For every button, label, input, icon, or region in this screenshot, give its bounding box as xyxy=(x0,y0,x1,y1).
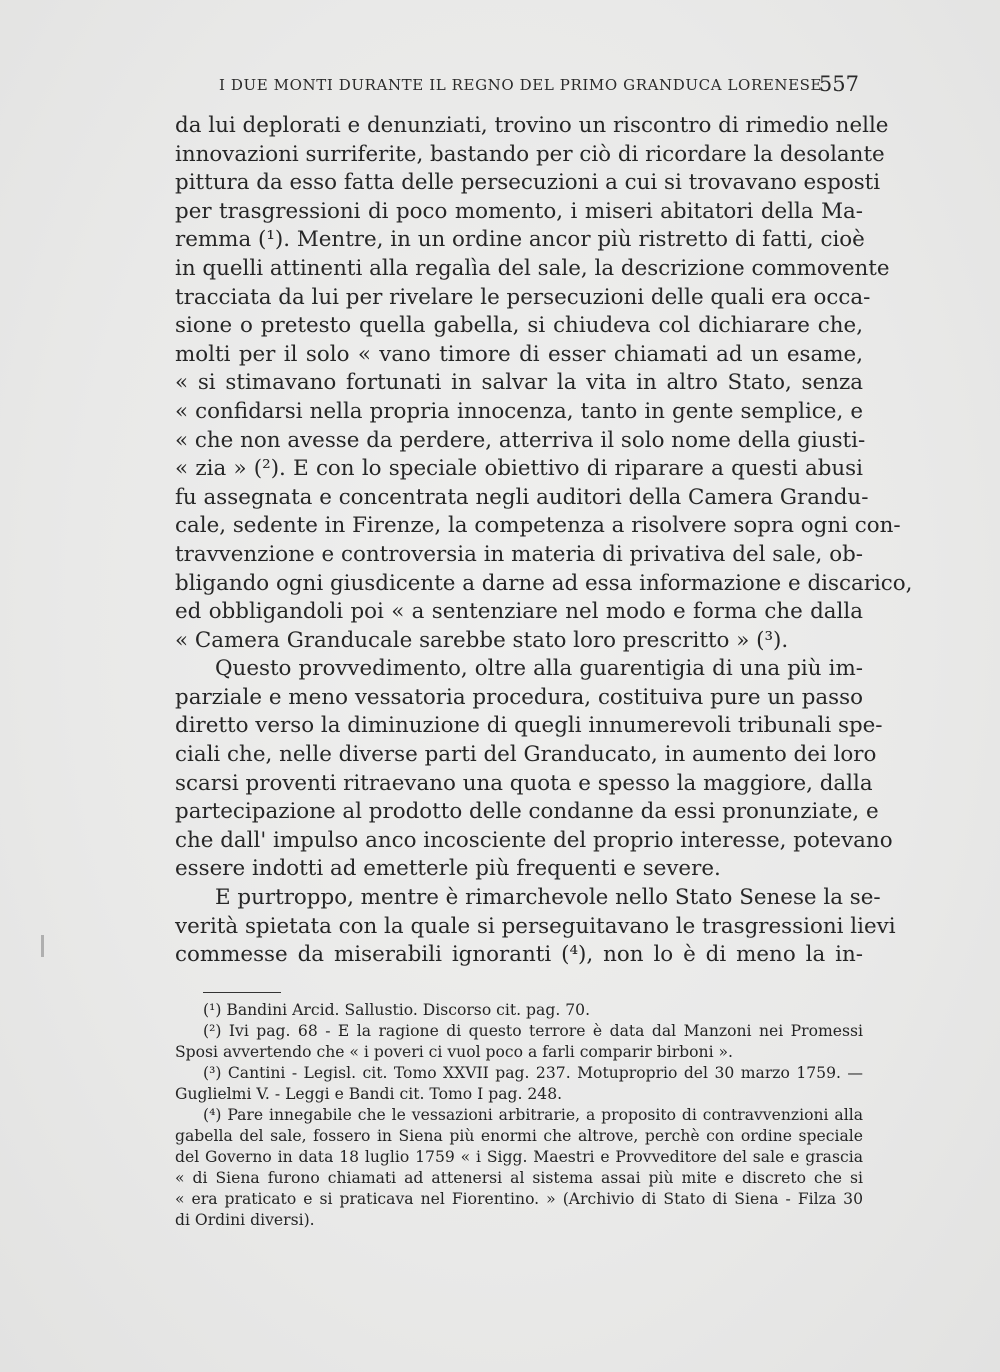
text-line: verità spietata con la quale si perseguitavano le trasgressioni lievi xyxy=(175,913,896,939)
text-line: ciali che, nelle diverse parti del Granducato, in aumento dei loro xyxy=(175,742,877,768)
footnote-line: « di Siena furono chiamati ad attenersi al sistema assai più mite e discreto che si xyxy=(175,1169,863,1187)
running-header xyxy=(219,72,859,96)
text-line: innovazioni surriferite, bastando per ciò di ricordare la desolante xyxy=(175,141,885,167)
text-line: « si stimavano fortunati in salvar la vita in altro Stato, senza xyxy=(175,370,863,396)
scan-margin-mark xyxy=(41,935,44,957)
paragraph-start-line: Questo provvedimento, oltre alla guarentigia di una più im- xyxy=(215,656,863,682)
text-line: parziale e meno vessatoria procedura, costituiva pure un passo xyxy=(175,684,863,710)
footnote-line: (³) Cantini - Legisl. cit. Tomo XXVII pag. 237. Motuproprio del 30 marzo 1759. — xyxy=(203,1064,863,1082)
text-line: commesse da miserabili ignoranti (⁴), non lo è di meno la in- xyxy=(175,942,863,968)
text-line: molti per il solo « vano timore di esser chiamati ad un esame, xyxy=(175,341,863,367)
footnote-separator xyxy=(203,992,281,993)
footnote-line: Sposi avvertendo che « i poveri ci vuol poco a farli comparir birboni ». xyxy=(175,1043,734,1061)
footnotes xyxy=(175,1000,863,1231)
text-line: « Camera Granducale sarebbe stato loro prescritto » (³). xyxy=(175,627,789,653)
text-line: bligando ogni giusdicente a darne ad essa informazione e discarico, xyxy=(175,570,913,596)
main-text xyxy=(175,112,913,970)
running-title: I DUE MONTI DURANTE IL REGNO DEL PRIMO GRANDUCA LORENESE xyxy=(219,76,823,94)
text-line: pittura da esso fatta delle persecuzioni a cui si trovavano esposti xyxy=(175,170,881,196)
text-line: essere indotti ad emetterle più frequenti e severe. xyxy=(175,856,721,882)
footnote-line: Guglielmi V. - Leggi e Bandi cit. Tomo I pag. 248. xyxy=(175,1085,563,1103)
text-line: da lui deplorati e denunziati, trovino un riscontro di rimedio nelle xyxy=(175,113,889,138)
text-line: « che non avesse da perdere, atterriva il solo nome della giusti- xyxy=(175,427,866,453)
text-line: partecipazione al prodotto delle condanne da essi pronunziate, e xyxy=(175,799,879,825)
text-line: « zia » (²). E con lo speciale obiettivo di riparare a questi abusi xyxy=(175,456,863,482)
footnote-line: gabella del sale, fossero in Siena più enormi che altrove, perchè con ordine speciale xyxy=(175,1127,863,1145)
text-line: in quelli attinenti alla regalìa del sale, la descrizione commovente xyxy=(175,255,890,281)
text-line: « confidarsi nella propria innocenza, tanto in gente semplice, e xyxy=(175,398,863,424)
footnote-line: (¹) Bandini Arcid. Sallustio. Discorso cit. pag. 70. xyxy=(203,1001,591,1019)
text-line: fu assegnata e concentrata negli auditori della Camera Grandu- xyxy=(175,484,869,510)
text-line: ed obbligandoli poi « a sentenziare nel modo e forma che dalla xyxy=(175,599,863,625)
text-line: che dall' impulso anco incosciente del proprio interesse, potevano xyxy=(175,827,893,853)
paragraph-start-line: E purtroppo, mentre è rimarchevole nello Stato Senese la se- xyxy=(215,885,881,911)
text-line: tracciata da lui per rivelare le persecuzioni delle quali era occa- xyxy=(175,284,871,310)
text-line: cale, sedente in Firenze, la competenza a risolvere sopra ogni con- xyxy=(175,513,901,539)
page-number: 557 xyxy=(818,72,859,96)
footnote-line: (²) Ivi pag. 68 - E la ragione di questo terrore è data dal Manzoni nei Promessi xyxy=(203,1022,863,1040)
footnote-line: (⁴) Pare innegabile che le vessazioni arbitrarie, a proposito di contravvenzioni alla xyxy=(203,1106,863,1124)
text-line: scarsi proventi ritraevano una quota e spesso la maggiore, dalla xyxy=(175,770,873,796)
text-line: per trasgressioni di poco momento, i miseri abitatori della Ma- xyxy=(175,198,863,224)
text-line: travvenzione e controversia in materia di privativa del sale, ob- xyxy=(175,541,863,567)
text-line: diretto verso la diminuzione di quegli innumerevoli tribunali spe- xyxy=(175,713,883,739)
text-line: sione o pretesto quella gabella, si chiudeva col dichiarare che, xyxy=(175,313,863,339)
footnote-line: « era praticato e si praticava nel Fiorentino. » (Archivio di Stato di Siena - Filza 30 xyxy=(175,1190,863,1208)
footnote-line: del Governo in data 18 luglio 1759 « i Sigg. Maestri e Provveditore del sale e grascia xyxy=(175,1148,863,1166)
text-line: remma (¹). Mentre, in un ordine ancor più ristretto di fatti, cioè xyxy=(175,227,865,253)
footnote-line: di Ordini diversi). xyxy=(175,1211,315,1229)
